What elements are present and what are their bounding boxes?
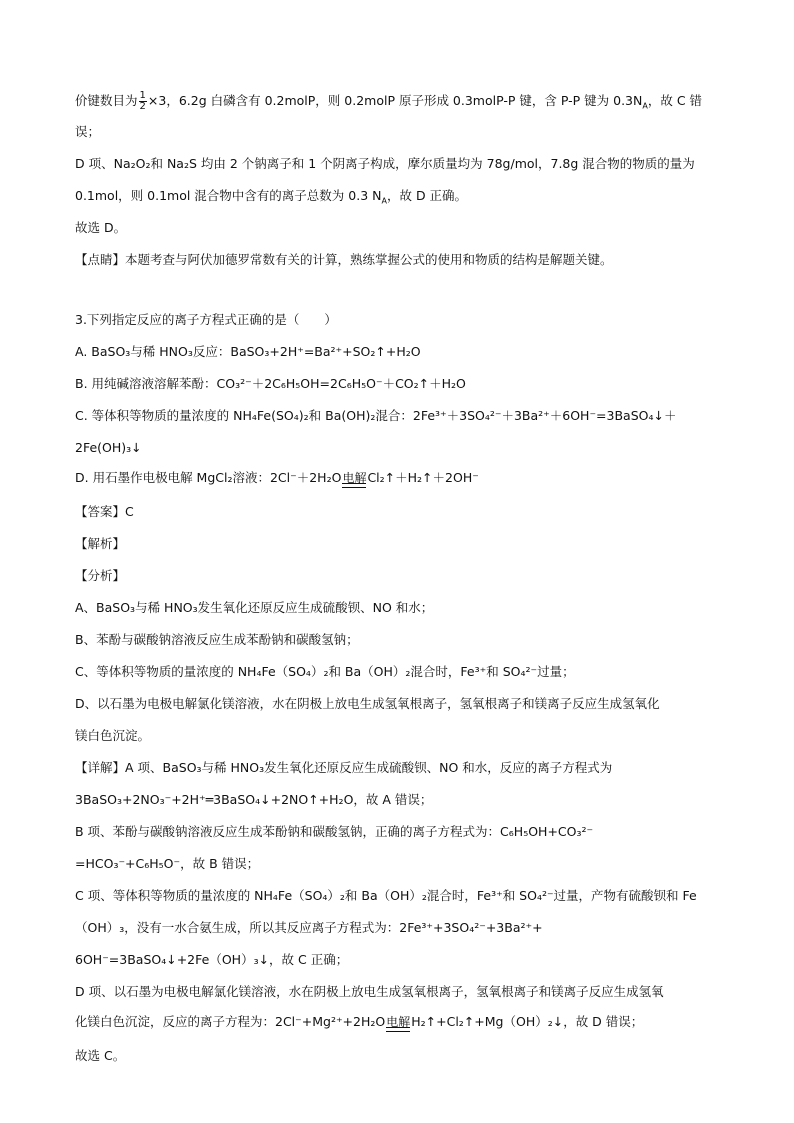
fraction-one-half: $\frac{1}{2}$ [139, 90, 146, 112]
text-line-3: D 项、Na₂O₂和 Na₂S 均由 2 个钠离子和 1 个阴离子构成，摩尔质量均为 78g/mol，7.8g 混合物的物质的量为 [75, 156, 695, 171]
detail-c-continued: （OH）₃，没有一水合氨生成，所以其反应离子方程式为：2Fe³⁺+3SO₄²⁻+3Ba²⁺+ [75, 920, 543, 935]
detail-a: 【详解】A 项、BaSO₃与稀 HNO₃发生氧化还原反应生成硫酸钡、NO 和水，反应的离子方程式为 [75, 760, 613, 775]
analysis-d: D、以石墨为电极电解氯化镁溶液，水在阴极上放电生成氢氧根离子，氢氧根离子和镁离子反应生成氢氧化 [75, 696, 660, 711]
analysis-heading: 【解析】 [75, 536, 126, 551]
electrolysis-condition: 电解 [341, 472, 367, 488]
text-line-1: 价键数目为 $\frac{1}{2}$ ×3，6.2g 白磷含有 0.2molP，则 0.2molP 原子形成 0.3molP-P 键，含 P-P 键为 $0.3N_A$，故 C 错 [75, 90, 703, 112]
text-line-4: 0.1mol，则 0.1mol 混合物中含有的离子总数为 0.3 $N_A$，故 D 正确。 [75, 188, 468, 206]
detail-d: D 项、以石墨为电极电解氯化镁溶液，水在阴极上放电生成氢氧根离子，氢氧根离子和镁离子反应生成氢氧 [75, 984, 664, 999]
final-choice: 故选 C。 [75, 1048, 126, 1063]
option-d: D. 用石墨作电极电解 MgCl₂溶液：2Cl⁻＋2H₂O 电解 Cl₂↑＋H₂↑＋2OH⁻ [75, 469, 744, 488]
text-line-5: 故选 D。 [75, 220, 127, 235]
point-note: 【点睛】本题考查与阿伏加德罗常数有关的计算，熟练掌握公式的使用和物质的结构是解题关键。 [75, 252, 613, 267]
detail-c: C 项、等体积等物质的量浓度的 NH₄Fe（SO₄）₂和 Ba（OH）₂混合时，Fe³⁺和 SO₄²⁻过量，产物有硫酸钡和 Fe [75, 888, 697, 903]
option-c: C. 等体积等物质的量浓度的 NH₄Fe(SO₄)₂和 Ba(OH)₂混合：2Fe³⁺＋3SO₄²⁻＋3Ba²⁺＋6OH⁻=3BaSO₄↓＋ [75, 408, 677, 423]
text-line-2: 误； [75, 124, 101, 139]
analysis-b: B、苯酚与碳酸钠溶液反应生成苯酚钠和碳酸氢钠； [75, 632, 359, 647]
detail-a-equation: 3BaSO₃+2NO₃⁻+2H⁺═3BaSO₄↓+2NO↑+H₂O，故 A 错误； [75, 792, 433, 807]
answer-label: 【答案】C [75, 504, 134, 519]
detail-b-continued: =HCO₃⁻+C₆H₅O⁻，故 B 错误； [75, 856, 260, 871]
detail-d-continued: 化镁白色沉淀，反应的离子方程为：2Cl⁻+Mg²⁺+2H₂O 电解 H₂↑+Cl₂↑+Mg（OH）₂↓，故 D 错误； [75, 1013, 744, 1032]
question-title: 3.下列指定反应的离子方程式正确的是（ ） [75, 312, 337, 327]
option-b: B. 用纯碱溶液溶解苯酚：CO₃²⁻＋2C₆H₅OH=2C₆H₅O⁻＋CO₂↑＋H₂O [75, 376, 466, 391]
option-a: A. BaSO₃与稀 HNO₃反应：BaSO₃+2H⁺=Ba²⁺+SO₂↑+H₂O [75, 344, 421, 359]
analysis-c: C、等体积等物质的量浓度的 NH₄Fe（SO₄）₂和 Ba（OH）₂混合时，Fe³⁺和 SO₄²⁻过量； [75, 664, 575, 679]
detail-c-equation: 6OH⁻=3BaSO₄↓+2Fe（OH）₃↓，故 C 正确； [75, 952, 349, 967]
fenxi-heading: 【分析】 [75, 568, 126, 583]
analysis-d-continued: 镁白色沉淀。 [75, 728, 151, 743]
option-c-continued: 2Fe(OH)₃↓ [75, 440, 142, 455]
electrolysis-condition-2: 电解 [385, 1016, 411, 1032]
detail-b: B 项、苯酚与碳酸钠溶液反应生成苯酚钠和碳酸氢钠，正确的离子方程式为：C₆H₅OH+CO₃²⁻ [75, 824, 594, 839]
analysis-a: A、BaSO₃与稀 HNO₃发生氧化还原反应生成硫酸钡、NO 和水； [75, 600, 434, 615]
